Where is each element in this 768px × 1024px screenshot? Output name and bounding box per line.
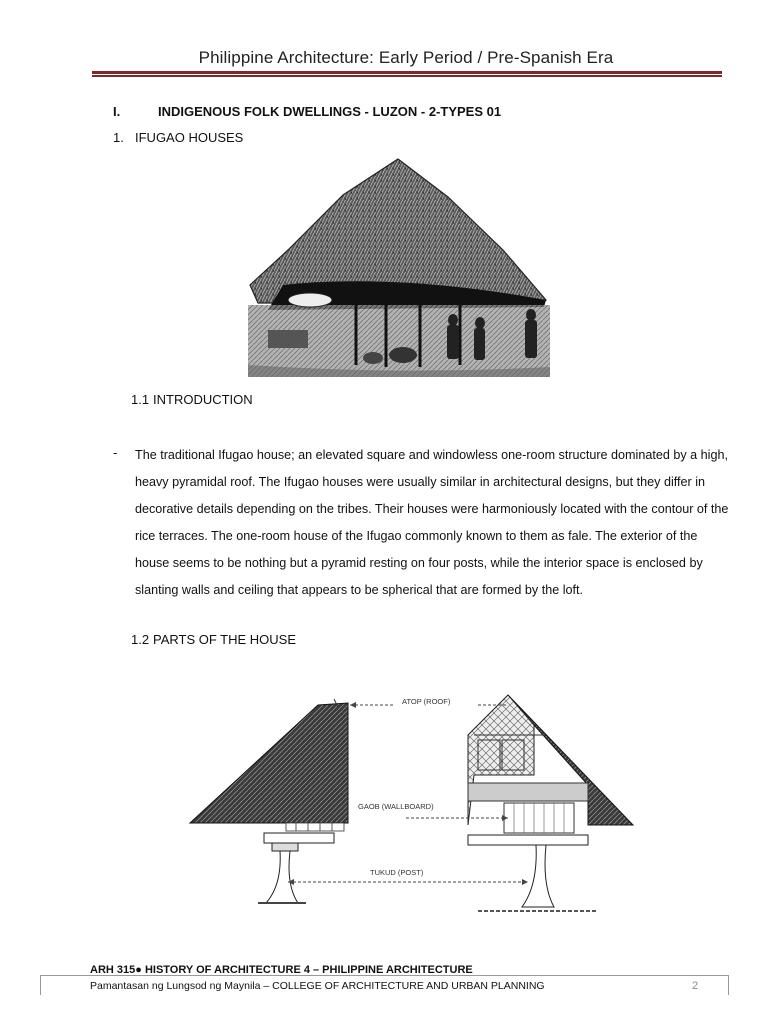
paragraph-line: heavy pyramidal roof. The Ifugao houses were usually similar in architectural designs, but they differ in bbox=[135, 475, 706, 489]
intro-heading bbox=[131, 392, 253, 407]
section-number: I. bbox=[113, 104, 121, 119]
footer-border-left bbox=[40, 975, 41, 995]
page-header-title: Philippine Architecture: Early Period / Pre-Spanish Era bbox=[198, 48, 614, 67]
header-rule-thin bbox=[92, 75, 722, 77]
subsection-number: 1. bbox=[113, 130, 124, 145]
paragraph-line: The traditional Ifugao house; an elevated square and windowless one-room structure dominated by a high, bbox=[135, 448, 728, 462]
label-wallboard: GAOB (WALLBOARD) bbox=[358, 802, 434, 811]
header-rule-thick bbox=[92, 71, 722, 74]
intro-title: INTRODUCTION bbox=[153, 392, 253, 407]
section-view bbox=[468, 695, 633, 911]
page-number: 2 bbox=[692, 980, 699, 992]
ifugao-house-illustration bbox=[248, 155, 550, 377]
footer-school: Pamantasan ng Lungsod ng Maynila – COLLEGE OF ARCHITECTURE AND URBAN PLANNING bbox=[90, 980, 545, 992]
paragraph-line: slanting walls and ceiling that appears to be spherical that are formed by the loft. bbox=[135, 583, 584, 597]
exterior-elevation bbox=[190, 699, 348, 903]
footer-rule bbox=[40, 975, 728, 976]
subsection-heading bbox=[113, 130, 243, 145]
paragraph-line: decorative details depending on the tribes. Their houses were harmoniously located with the contour of the bbox=[135, 502, 729, 516]
label-roof: ATOP (ROOF) bbox=[402, 697, 451, 706]
label-post: TUKUD (POST) bbox=[370, 868, 424, 877]
intro-paragraph bbox=[135, 442, 729, 604]
bullet-dash: - bbox=[113, 445, 118, 460]
paragraph-line: house seems to be nothing but a pyramid resting on four posts, while the interior space is enclosed by bbox=[135, 556, 703, 570]
footer-border-right bbox=[728, 975, 729, 995]
parts-heading bbox=[131, 632, 296, 647]
paragraph-line: rice terraces. The one-room house of the Ifugao commonly known to them as fale. The exterior of the bbox=[135, 529, 698, 543]
section-title: INDIGENOUS FOLK DWELLINGS - LUZON - 2-TYPES 01 bbox=[158, 104, 502, 119]
parts-title: PARTS OF THE HOUSE bbox=[153, 632, 297, 647]
parts-number: 1.2 bbox=[131, 632, 150, 647]
footer-course-title: ARH 315● HISTORY OF ARCHITECTURE 4 – PHILIPPINE ARCHITECTURE bbox=[90, 964, 473, 976]
subsection-title: IFUGAO HOUSES bbox=[135, 130, 244, 145]
intro-number: 1.1 bbox=[131, 392, 150, 407]
